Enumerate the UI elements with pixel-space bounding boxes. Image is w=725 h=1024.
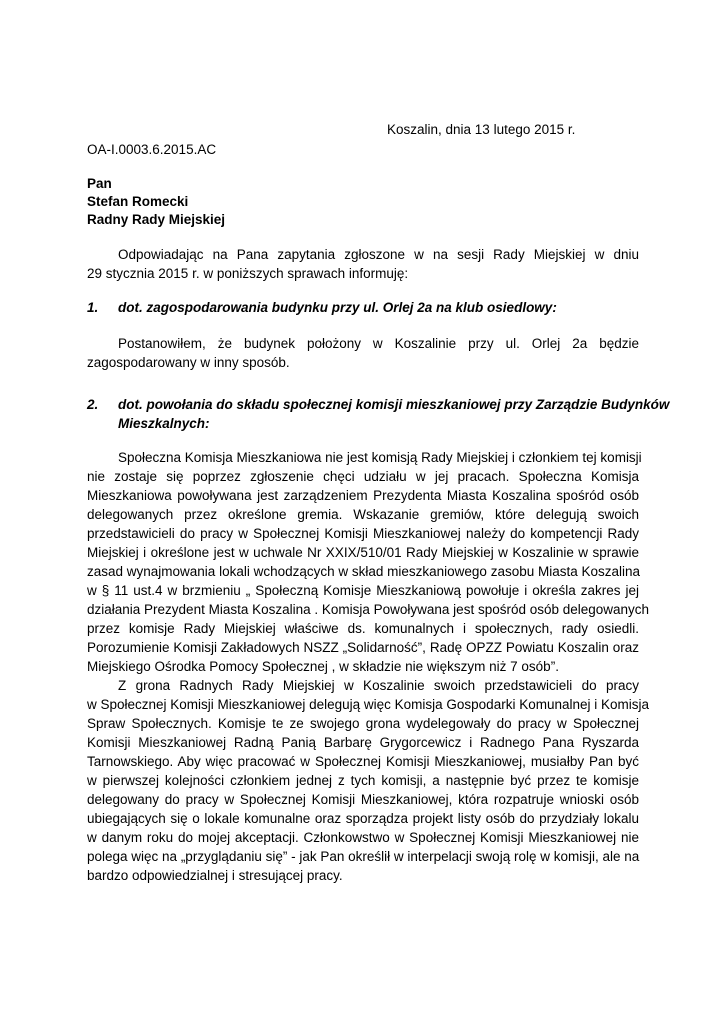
paragraph-2-line: Spraw Społecznych. Komisje te ze swojego grona wydelegowały do pracy w Społecznej xyxy=(87,716,639,731)
date-line: Koszalin, dnia 13 lutego 2015 r. xyxy=(387,122,576,137)
paragraph-2-line: Z grona Radnych Rady Miejskiej w Koszalinie swoich przedstawicieli do pracy xyxy=(118,678,639,693)
intro-line: Odpowiadając na Pana zapytania zgłoszone w na sesji Rady Miejskiej w dniu xyxy=(118,247,639,262)
paragraph-1-line: w § 11 ust.4 w brzmieniu „ Społeczną Komisje Mieszkaniową powołuje i określa zakres jej xyxy=(87,583,639,598)
paragraph-2-line: w pierwszej kolejności członkiem jednej z tych komisji, a następnie być przez te komisje xyxy=(87,773,639,788)
paragraph-2-line: w danym roku do mojej akceptacji. Członkowstwo w Społecznej Komisji Mieszkaniowej nie xyxy=(87,830,639,845)
paragraph-1-line: Mieszkaniowa powoływana jest zarządzeniem Prezydenta Miasta Koszalina spośród osób xyxy=(87,488,639,503)
section-2-number: 2. xyxy=(87,397,99,412)
paragraph-1-line: zasad wynajmowania lokali wchodzących w skład mieszkaniowego zasobu Miasta Koszalina xyxy=(87,564,641,579)
paragraph-2-line: Tarnowskiego. Aby więc pracować w Społecznej Komisji Mieszkaniowej, musiałby Pan być xyxy=(87,754,639,769)
paragraph-2-line: Komisji Mieszkaniowej Radną Panią Barbarę Grygorcewicz i Radnego Pana Ryszarda xyxy=(87,735,639,750)
paragraph-2-line: bardzo odpowiedzialnej i stresującej pracy. xyxy=(87,868,343,883)
paragraph-1-line: Miejskiej i określone jest w uchwale Nr XXIX/510/01 Rady Miejskiej w Koszalinie w sprawie xyxy=(87,545,639,560)
paragraph-1-line: przedstawicieli do pracy w Społecznej Komisji Mieszkaniowej należy do kompetencji Rady xyxy=(87,526,639,541)
section-1-title: dot. zagospodarowania budynku przy ul. Orlej 2a na klub osiedlowy: xyxy=(118,300,557,315)
recipient-salutation: Pan xyxy=(87,176,112,191)
paragraph-1-line: działania Prezydent Miasta Koszalina . Komisja Powoływana jest spośród osób delegowanych xyxy=(87,602,650,617)
paragraph-1-line: Porozumienie Komisji Zakładowych NSZZ „Solidarność”, Radę OPZZ Powiatu Koszalin oraz xyxy=(87,640,639,655)
paragraph-2-line: delegowany do pracy w Społecznej Komisji Mieszkaniowej, która rozpatruje wnioski osób xyxy=(87,792,639,807)
paragraph-1-line: Miejskiego Ośrodka Pomocy Społecznej , w składzie nie większym niż 7 osób”. xyxy=(87,659,559,674)
paragraph-2-line: polega więc na „przyglądaniu się” - jak Pan określił w interpelacji swoją rolę w komisji, ale na xyxy=(87,849,640,864)
section-1-body-line: Postanowiłem, że budynek położony w Koszalinie przy ul. Orlej 2a będzie xyxy=(118,336,639,351)
section-1-number: 1. xyxy=(87,300,99,315)
paragraph-1-line: delegowanych przez określone gremia. Wskazanie gremiów, które delegują swoich xyxy=(87,507,639,522)
intro-line: 29 stycznia 2015 r. w poniższych sprawach informuję: xyxy=(87,266,409,281)
paragraph-2-line: w Społecznej Komisji Mieszkaniowej delegują więc Komisja Gospodarki Komunalnej i Komisja xyxy=(87,697,650,712)
recipient-title: Radny Rady Miejskiej xyxy=(87,212,226,227)
section-2-title-line: dot. powołania do składu społecznej komisji mieszkaniowej przy Zarządzie Budynków xyxy=(118,397,670,412)
paragraph-2-line: ubiegających się o lokale komunalne oraz sporządza projekt listy osób do przydziały lokalu xyxy=(87,811,639,826)
section-2-title-line: Mieszkalnych: xyxy=(118,416,210,431)
paragraph-1-line: nie zostaje się poprzez zgłoszenie chęci udziału w jej pracach. Społeczna Komisja xyxy=(87,469,639,484)
section-1-body-line: zagospodarowany w inny sposób. xyxy=(87,355,290,370)
paragraph-1-line: przez komisje Rady Miejskiej właściwe ds. komunalnych i społecznych, rady osiedli. xyxy=(87,621,639,636)
paragraph-1-line: Społeczna Komisja Mieszkaniowa nie jest komisją Rady Miejskiej i członkiem tej komisji xyxy=(118,450,642,465)
reference-number: OA-I.0003.6.2015.AC xyxy=(87,142,217,157)
recipient-name: Stefan Romecki xyxy=(87,194,189,209)
